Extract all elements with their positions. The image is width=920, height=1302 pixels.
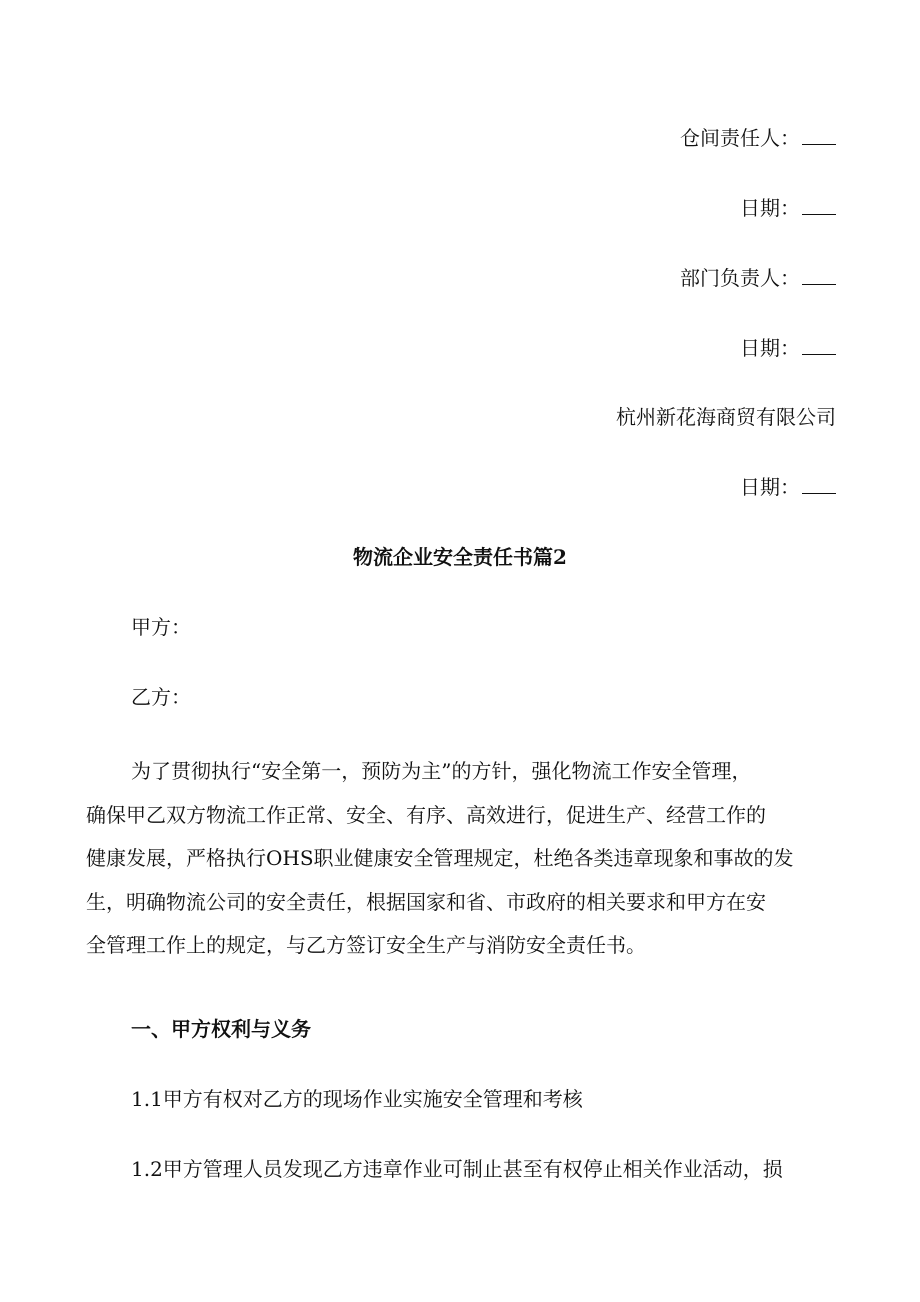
intro-paragraph (86, 750, 836, 968)
intro-line: 确保甲乙双方物流工作正常、安全、有序、高效进行，促进生产、经营工作的 (86, 802, 766, 827)
party-a-line: 甲方： (131, 615, 191, 639)
signature-label: 部门负责人： (680, 266, 800, 290)
intro-line: 为了贯彻执行“安全第一，预防为主”的方针，强化物流工作安全管理， (131, 759, 752, 783)
signature-date-3 (740, 473, 836, 501)
signature-label: 日期： (740, 475, 800, 499)
signature-date-2 (740, 334, 836, 362)
signature-label: 日期： (740, 196, 800, 220)
document-title: 物流企业安全责任书篇2 (353, 545, 567, 569)
signature-label: 仓间责任人： (680, 126, 800, 150)
signature-label: 日期： (740, 336, 800, 360)
signature-date-1 (740, 194, 836, 222)
party-b-line: 乙方： (131, 685, 191, 709)
intro-line: 健康发展，严格执行OHS职业健康安全管理规定，杜绝各类违章现象和事故的发 (86, 846, 794, 870)
signature-blank (802, 475, 836, 494)
signature-blank (802, 126, 836, 145)
signature-warehouse-manager (680, 124, 836, 152)
signature-department-head (680, 264, 836, 292)
section-heading: 一、甲方权利与义务 (131, 1017, 311, 1041)
signature-blank (802, 266, 836, 285)
signature-company (616, 403, 836, 431)
clause-1-2: 1.2甲方管理人员发现乙方违章作业可制止甚至有权停止相关作业活动，损 (131, 1157, 783, 1181)
signature-blank (802, 336, 836, 355)
signature-blank (802, 196, 836, 215)
intro-line: 生，明确物流公司的安全责任，根据国家和省、市政府的相关要求和甲方在安 (86, 889, 766, 914)
company-name: 杭州新花海商贸有限公司 (616, 405, 836, 429)
clause-1-1: 1.1甲方有权对乙方的现场作业实施安全管理和考核 (131, 1087, 583, 1111)
intro-line: 全管理工作上的规定，与乙方签订安全生产与消防安全责任书。 (86, 933, 646, 957)
